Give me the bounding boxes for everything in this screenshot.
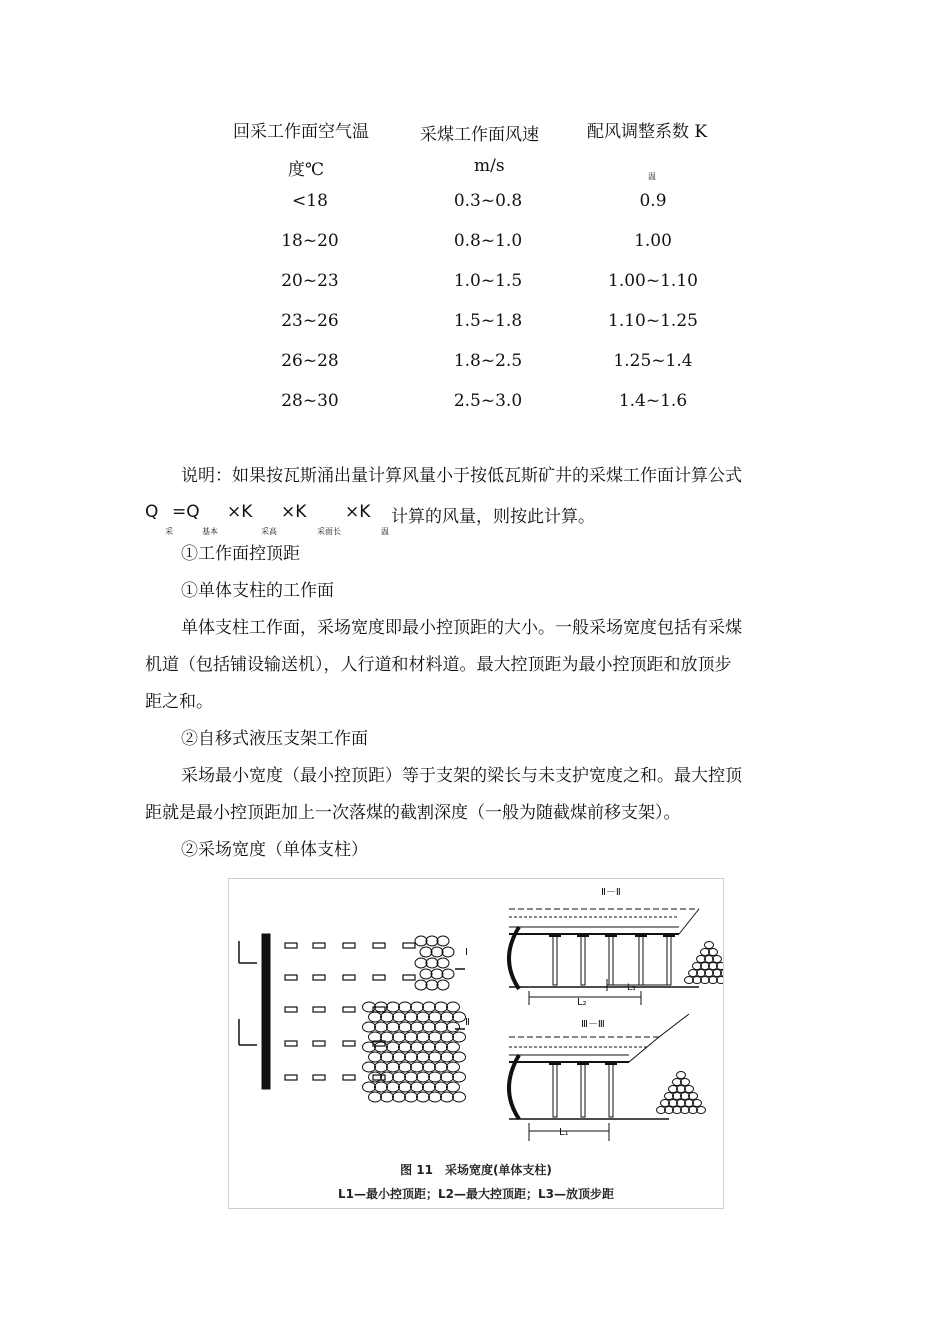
rock: [363, 1062, 376, 1072]
formula-eq-q: =Q: [172, 502, 200, 522]
rock: [423, 1042, 436, 1052]
rock: [420, 947, 432, 957]
props-bottom: [549, 1064, 617, 1117]
figure-caption: 图 11 采场宽度(单体支柱): [400, 1163, 552, 1177]
rock: [417, 1032, 430, 1042]
table-cell-temp: 20~23: [281, 271, 339, 291]
rock: [387, 1002, 400, 1012]
prop-marker: [373, 1075, 385, 1080]
formula-k2-sub: 采面长: [317, 527, 341, 536]
plan-view: [239, 934, 466, 1102]
table-cell-temp: 18~20: [281, 231, 339, 251]
rock: [447, 1062, 460, 1072]
table-cell-speed: 1.5~1.8: [453, 311, 523, 331]
rock: [399, 1082, 412, 1092]
section-view-bottom: [509, 1014, 706, 1141]
rock: [393, 1092, 406, 1102]
prop-marker: [343, 943, 355, 948]
formula-tail: 计算的风量，则按此计算。: [391, 507, 595, 527]
formula-k3: ×K: [345, 502, 371, 522]
rock: [417, 1092, 430, 1102]
prop-marker: [285, 1041, 297, 1046]
hydraulic-prop: [609, 936, 613, 985]
props-top: [549, 936, 675, 985]
rock: [441, 1092, 454, 1102]
hydraulic-prop: [639, 936, 643, 985]
face-wall: [262, 934, 270, 1089]
rock: [447, 1002, 460, 1012]
rock: [453, 1092, 466, 1102]
rock: [415, 980, 427, 990]
rock: [453, 1032, 466, 1042]
rock: [399, 1062, 412, 1072]
rock: [375, 1022, 388, 1032]
rock: [442, 969, 454, 979]
rock: [387, 1062, 400, 1072]
table-cell-temp: 28~30: [281, 391, 339, 411]
rocks-bottom: [657, 1072, 706, 1114]
formula-k3-sub: 温: [381, 527, 389, 536]
formula-k1-sub: 采高: [261, 527, 277, 536]
rock: [381, 1032, 394, 1042]
rock: [393, 1072, 406, 1082]
formula-line: [145, 500, 807, 540]
hydraulic-prop: [581, 936, 585, 985]
prop-marker: [313, 975, 325, 980]
prop-marker: [313, 943, 325, 948]
table-cell-coef: 1.10~1.25: [608, 311, 698, 331]
rock: [381, 1072, 394, 1082]
rock: [705, 942, 714, 949]
rock: [441, 1072, 454, 1082]
label-l1: L₁: [559, 1127, 569, 1138]
marker-ii-label: Ⅱ: [465, 1017, 470, 1028]
rock: [437, 980, 449, 990]
table-header-coefficient: 配风调整系数 K: [587, 122, 708, 142]
rock: [405, 1092, 418, 1102]
rock: [369, 1092, 382, 1102]
heading-single-prop-face: ①单体支柱的工作面: [181, 581, 334, 601]
prop-marker: [343, 1007, 355, 1012]
rock: [387, 1022, 400, 1032]
table-cell-temp: 26~28: [281, 351, 339, 371]
prop-marker: [403, 975, 415, 980]
rock: [435, 1042, 448, 1052]
rock: [363, 1082, 376, 1092]
rock: [453, 1012, 466, 1022]
rock: [423, 1062, 436, 1072]
rock: [437, 936, 449, 946]
rock: [411, 1042, 424, 1052]
table-header-coefficient-subscript: 温: [648, 172, 656, 181]
rock: [387, 1082, 400, 1092]
marker-i-label: Ⅰ: [465, 947, 468, 958]
figure-face-width: [228, 878, 724, 1209]
prop-marker: [313, 1041, 325, 1046]
table-cell-temp: 23~26: [281, 311, 339, 331]
rock: [431, 969, 443, 979]
rock: [393, 1012, 406, 1022]
paragraph-hydraulic-line1: 采场最小宽度（最小控顶距）等于支架的梁长与未支护宽度之和。最大控顶: [181, 766, 742, 786]
rock: [399, 1042, 412, 1052]
label-l2: L₂: [577, 997, 587, 1008]
rock: [415, 936, 427, 946]
prop-marker: [343, 975, 355, 980]
rock: [429, 1072, 442, 1082]
rock: [435, 1062, 448, 1072]
prop-marker: [285, 975, 297, 980]
rock: [426, 958, 438, 968]
rock: [375, 1042, 388, 1052]
prop-marker: [285, 1007, 297, 1012]
rock: [429, 1052, 442, 1062]
rock: [423, 1082, 436, 1092]
formula-q: Q: [145, 502, 159, 522]
rock: [677, 1072, 686, 1079]
hydraulic-prop: [553, 1064, 557, 1117]
rock: [399, 1022, 412, 1032]
paragraph-single-prop-line2: 机道（包括铺设输送机），人行道和材料道。最大控顶距为最小控顶距和放顶步: [145, 655, 732, 675]
rock: [411, 1002, 424, 1012]
rock: [442, 947, 454, 957]
rock: [381, 1092, 394, 1102]
rock: [435, 1002, 448, 1012]
label-l3: L₃: [627, 983, 636, 993]
prop-marker: [343, 1041, 355, 1046]
rock: [426, 980, 438, 990]
rock: [393, 1032, 406, 1042]
section-label-top: Ⅱ－Ⅱ: [601, 887, 621, 898]
rock: [375, 1062, 388, 1072]
paragraph-hydraulic-line2: 距就是最小控顶距加上一次落煤的截割深度（一般为随截煤前移支架）。: [145, 803, 681, 823]
rock: [381, 1052, 394, 1062]
table-header-wind-speed: 采煤工作面风速: [420, 125, 539, 145]
rock: [417, 1012, 430, 1022]
rock: [429, 1092, 442, 1102]
table-cell-speed: 2.5~3.0: [453, 391, 523, 411]
table-cell-speed: 1.0~1.5: [453, 271, 523, 291]
table-cell-speed: 0.8~1.0: [453, 231, 523, 251]
table-cell-coef: 0.9: [639, 191, 667, 211]
prop-marker: [285, 1075, 297, 1080]
rock: [387, 1042, 400, 1052]
table-header-temperature-unit: 度℃: [288, 160, 325, 180]
rock: [381, 1012, 394, 1022]
figure-legend: L1—最小控顶距；L2—最大控顶距；L3—放顶步距: [338, 1187, 614, 1201]
rock: [363, 1042, 376, 1052]
rock: [441, 1052, 454, 1062]
table-cell-coef: 1.25~1.4: [613, 351, 693, 371]
figure-diagram: [229, 879, 723, 1208]
table-cell-speed: 1.8~2.5: [453, 351, 523, 371]
formula-q-sub: 采: [165, 527, 173, 536]
section-view-top: [509, 909, 723, 1005]
rocks-top: [685, 942, 724, 984]
gob-rocks: [363, 936, 466, 1102]
rock: [431, 947, 443, 957]
prop-marker: [403, 943, 415, 948]
rock: [405, 1012, 418, 1022]
prop-marker: [313, 1075, 325, 1080]
rock: [399, 1002, 412, 1012]
rock: [423, 1002, 436, 1012]
rock: [411, 1022, 424, 1032]
rock: [415, 958, 427, 968]
prop-marker: [373, 943, 385, 948]
rock: [441, 1032, 454, 1042]
heading-face-width: ②采场宽度（单体支柱）: [181, 840, 368, 860]
hydraulic-prop: [667, 936, 671, 985]
rock: [369, 1052, 382, 1062]
table-header-temperature: 回采工作面空气温: [233, 122, 369, 142]
rock: [405, 1072, 418, 1082]
table-cell-coef: 1.4~1.6: [618, 391, 688, 411]
hydraulic-prop: [609, 1064, 613, 1117]
rock: [423, 1022, 436, 1032]
rock: [417, 1052, 430, 1062]
formula-k2: ×K: [281, 502, 307, 522]
rock: [447, 1042, 460, 1052]
paragraph-single-prop-line3: 距之和。: [145, 692, 213, 712]
rock: [417, 1072, 430, 1082]
rock: [435, 1022, 448, 1032]
hydraulic-prop: [553, 936, 557, 985]
prop-marker: [313, 1007, 325, 1012]
heading-roof-control-distance: ①工作面控顶距: [181, 544, 300, 564]
formula-q-base-sub: 基本: [202, 527, 218, 536]
rock: [453, 1052, 466, 1062]
rock: [420, 969, 432, 979]
rock: [363, 1022, 376, 1032]
rock: [393, 1052, 406, 1062]
note-paragraph: 说明：如果按瓦斯涌出量计算风量小于按低瓦斯矿井的采煤工作面计算公式: [181, 466, 742, 486]
paragraph-single-prop-line1: 单体支柱工作面，采场宽度即最小控顶距的大小。一般采场宽度包括有采煤: [181, 618, 742, 638]
rock: [369, 1012, 382, 1022]
table-cell-coef: 1.00~1.10: [608, 271, 698, 291]
rock: [411, 1062, 424, 1072]
rock: [435, 1082, 448, 1092]
rock: [447, 1022, 460, 1032]
table-cell-temp: <18: [292, 191, 328, 211]
rock: [447, 1082, 460, 1092]
rock: [411, 1082, 424, 1092]
prop-marker: [373, 975, 385, 980]
prop-marker: [343, 1075, 355, 1080]
rock: [441, 1012, 454, 1022]
rock: [375, 1082, 388, 1092]
heading-hydraulic-support-face: ②自移式液压支架工作面: [181, 729, 368, 749]
rock: [437, 958, 449, 968]
rock: [429, 1032, 442, 1042]
table-header-wind-speed-unit: m/s: [474, 156, 505, 176]
rock: [405, 1052, 418, 1062]
rock: [453, 1072, 466, 1082]
rock: [429, 1012, 442, 1022]
rock: [405, 1032, 418, 1042]
prop-marker: [285, 943, 297, 948]
rock: [426, 936, 438, 946]
section-label-bottom: Ⅲ－Ⅲ: [581, 1019, 605, 1030]
table-cell-speed: 0.3~0.8: [453, 191, 523, 211]
formula-k1: ×K: [227, 502, 253, 522]
table-cell-coef: 1.00: [634, 231, 672, 251]
hydraulic-prop: [581, 1064, 585, 1117]
